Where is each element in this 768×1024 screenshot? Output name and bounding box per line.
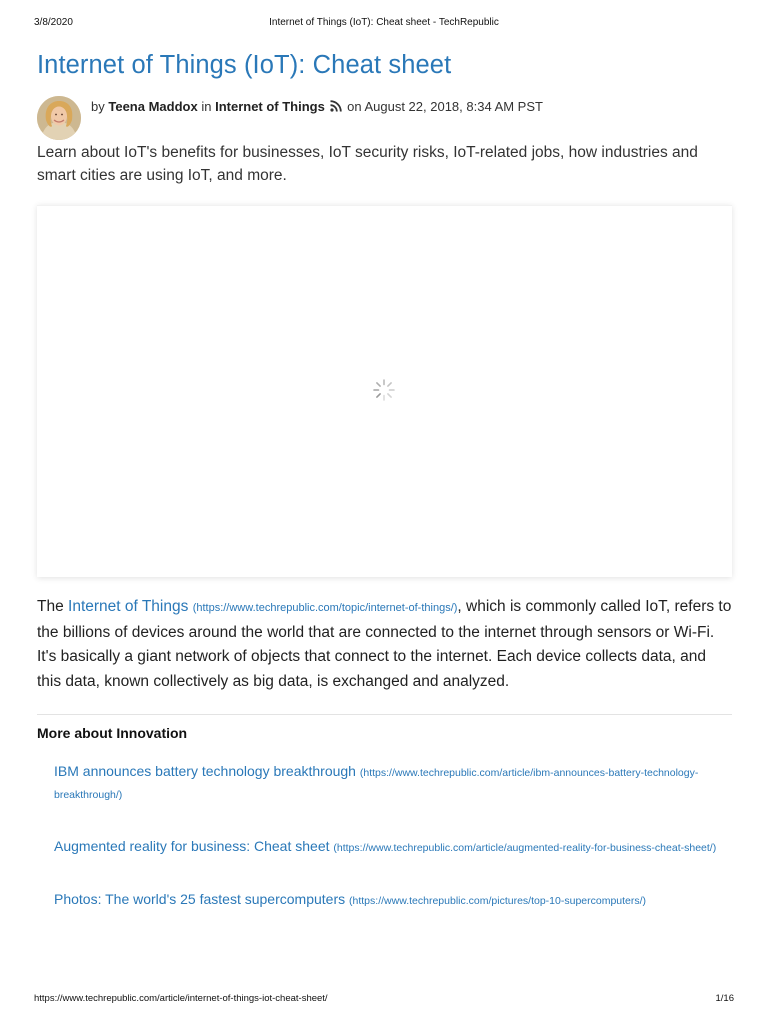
page-title: Internet of Things (IoT): Cheat sheet xyxy=(37,51,452,79)
body-paragraph xyxy=(37,595,732,694)
spinner-icon xyxy=(372,378,396,402)
related-link-title[interactable]: Photos: The world's 25 fastest supercomputers xyxy=(54,891,346,907)
print-date: 3/8/2020 xyxy=(34,17,73,28)
related-link-title[interactable]: Augmented reality for business: Cheat sheet xyxy=(54,838,330,854)
article xyxy=(37,48,732,911)
divider xyxy=(37,714,732,715)
print-footer xyxy=(34,993,734,1007)
list-item xyxy=(54,889,732,911)
iot-topic-link[interactable]: Internet of Things xyxy=(68,598,189,615)
byline-by: by xyxy=(91,99,105,114)
print-url: https://www.techrepublic.com/article/internet-of-things-iot-cheat-sheet/ xyxy=(34,993,328,1004)
rss-icon[interactable] xyxy=(330,100,342,112)
body-suffix: , which is commonly called IoT, refers to the billions of devices around the world that are connected to the internet through sensors or Wi-Fi. It's basically a giant network of objects that connect to the internet. Each device collects data, and this data, known collectively as big data, is exchanged and analyzed. xyxy=(37,598,732,690)
print-doc-title: Internet of Things (IoT): Cheat sheet - TechRepublic xyxy=(269,17,499,28)
related-link-url[interactable]: (https://www.techrepublic.com/pictures/top-10-supercomputers/) xyxy=(349,895,647,907)
list-item xyxy=(54,761,732,805)
iot-topic-url[interactable]: (https://www.techrepublic.com/topic/internet-of-things/) xyxy=(192,602,458,614)
article-dek: Learn about IoT's benefits for businesses, IoT security risks, IoT-related jobs, how industries and smart cities are using IoT, and more. xyxy=(37,144,698,184)
byline-in: in xyxy=(201,99,212,114)
video-player[interactable] xyxy=(37,205,732,577)
more-heading: More about Innovation xyxy=(37,725,188,741)
byline-date: on August 22, 2018, 8:34 AM PST xyxy=(347,99,543,114)
related-link-url[interactable]: (https://www.techrepublic.com/article/ibm-announces-battery-technology-breakthrough/) xyxy=(54,767,699,801)
page-number: 1/16 xyxy=(715,993,734,1004)
related-link-title[interactable]: IBM announces battery technology breakthrough xyxy=(54,763,356,779)
category-link[interactable]: Internet of Things xyxy=(215,99,325,114)
related-link-url[interactable]: (https://www.techrepublic.com/article/augmented-reality-for-business-cheat-sheet/) xyxy=(333,842,717,854)
author-link[interactable]: Teena Maddox xyxy=(108,99,198,114)
avatar[interactable] xyxy=(37,96,81,140)
list-item xyxy=(54,836,732,858)
related-list xyxy=(37,761,732,911)
body-prefix: The xyxy=(37,598,69,615)
print-header xyxy=(34,17,734,31)
byline-text xyxy=(91,99,543,114)
byline xyxy=(37,97,732,141)
